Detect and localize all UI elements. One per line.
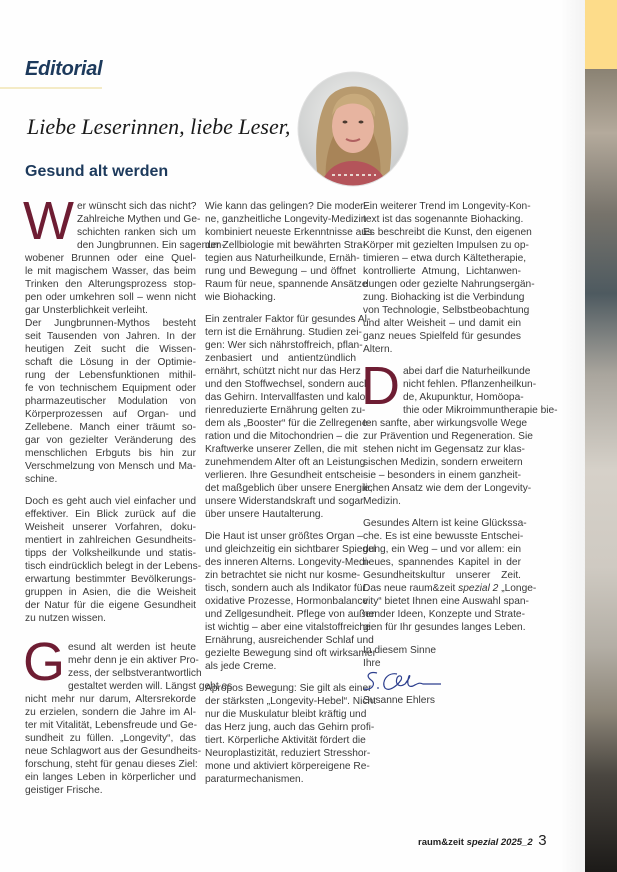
text-line: Ernährung, ausreichender Schlaf und [205, 635, 374, 646]
article-title: Gesund alt werden [25, 163, 169, 180]
text-line: Raum für neue, spannende Ansätze [205, 279, 368, 290]
author-name: Susanne Ehlers [363, 695, 435, 706]
text-line: wobener Brunnen oder eine Quel- [25, 253, 196, 264]
text-line: rung der Lebensfunktionen mithil- [25, 370, 196, 381]
text-column-2 [205, 200, 377, 786]
margin-color-strip [585, 0, 617, 69]
text-line: tegien aus Naturheilkunde, Ernäh- [205, 253, 360, 264]
text-line: pharmazeutischer Modulation von [25, 396, 196, 407]
text-line: neues, spannendes Kapitel in der [363, 557, 521, 568]
text-line: che. Es ist eine bewusste Entschei- [363, 531, 524, 542]
page-edge-shadow [560, 0, 585, 872]
text-line: tiert. Körperliche Aktivität fördert die [205, 735, 366, 746]
text-line: Körper mit gezielten Impulsen zu op- [363, 240, 529, 251]
text-line: nur die Muskulatur bleibt kräftig und [205, 709, 367, 720]
text-line: ter mit Vitalität, Lebensfreude und Ge- [25, 720, 197, 731]
text-line: verlieren. Ihre Gesundheit entschei- [205, 470, 367, 481]
text-line: mone und aktiviert körpereigene Re- [205, 761, 370, 772]
paragraph [23, 191, 225, 317]
text-line: Gesundheitskultur unserer Zeit. [363, 570, 521, 581]
text-line: sundheit zu füllen. „Longevity“, das [25, 733, 196, 744]
text-line: Ein zentraler Faktor für gesundes Al- [205, 314, 371, 325]
text-line: den Jungbrunnen. Ein sagenum- [76, 240, 225, 251]
text-line: timieren – etwa durch Kältetherapie, [363, 253, 527, 264]
text-line: thie oder Mikroimmuntherapie bie- [403, 405, 558, 416]
text-line: heutigen Zeit sucht die Wissen- [25, 344, 196, 355]
drop-cap: D [361, 356, 400, 416]
text-line: als jede Creme. [205, 661, 277, 672]
paragraph [363, 200, 535, 356]
text-line: tipps der Volksheilkunde und statis- [25, 548, 196, 559]
text-line: rienreduzierte Ernährung gelten zu- [205, 405, 366, 416]
text-line: gezielte Bewegung sind oft wirksamer [205, 648, 377, 659]
text-line: zess, der selbstverantwortlich [68, 668, 202, 679]
text-line: pen oder umkehren soll – wenn nicht [25, 292, 196, 303]
page-footer [418, 832, 547, 849]
text-line: wie Biohacking. [205, 292, 276, 303]
text-line: rung und Bewegung – und öffnet [205, 266, 356, 277]
text-line: gruppen in Asien, die die Weisheit [25, 587, 196, 598]
text-line: kontrollierte Atmung, Lichtanwen- [363, 266, 521, 277]
text-line: menschlichen Erbguts bis hin zur [25, 448, 196, 459]
text-line: Altern. [363, 344, 393, 355]
text-line: zu erzielen, sondern die Jahre im Al- [25, 707, 196, 718]
text-line: ne, ganzheitliche Longevity-Medizin [205, 214, 367, 225]
author-portrait [296, 71, 410, 187]
text-line: das Gehirn. Intervallfasten und kalo- [205, 392, 369, 403]
text-line: Apropos Bewegung: Sie gilt als einer [205, 683, 372, 694]
paragraph [361, 356, 558, 508]
text-line: dung, ein Weg – und vor allem: ein [363, 544, 521, 555]
text-line: gestaltet werden will. Längst geht es [68, 681, 233, 692]
text-column-3 [361, 200, 558, 707]
text-line: des inneren Alterns. Longevity-Medi- [205, 557, 371, 568]
text-line: ten sanfte, aber wirkungsvolle Wege [363, 418, 528, 429]
text-line: Ein weiterer Trend im Longevity-Kon- [363, 201, 531, 212]
text-line: zin betrachtet sie nicht nur kosme- [205, 570, 361, 581]
text-line: Medizin. [363, 496, 401, 507]
text-line: paraturmechanismen. [205, 774, 304, 785]
closing-line: In diesem Sinne [363, 645, 437, 656]
text-line: und Zellgesundheit. Pflege von außen [205, 609, 377, 620]
text-line: gien für Ihr gesundes langes Leben. [363, 622, 526, 633]
text-line: Die Haut ist unser größtes Organ – [205, 531, 363, 542]
text-line: fe von technischem Equipment oder [25, 383, 196, 394]
text-line: de, Akupunktur, Homöopa- [403, 392, 524, 403]
paragraph [205, 313, 373, 521]
text-line: seit Tausenden von Jahren. In der [25, 331, 196, 342]
text-line: gar Unsterblichkeit verleiht. [25, 305, 148, 316]
text-line: text ist das sogenannte Biohacking. [363, 214, 524, 225]
text-line: Neuroplastizität, reduziert Stresshor- [205, 748, 371, 759]
paragraph [363, 517, 537, 634]
section-title: Editorial [25, 58, 103, 80]
text-line: mehr denn je ein aktiver Pro- [68, 655, 199, 666]
text-line: Doch es geht auch viel einfacher und [25, 496, 196, 507]
text-line: zu nutzen wissen. [25, 613, 106, 624]
text-line: vity“ bietet Ihnen eine Auswahl span- [363, 596, 529, 607]
text-line: zur Prävention und Regeneration. Sie [363, 431, 533, 442]
footer-brand: raum&zeit [418, 837, 464, 848]
text-line: Wie kann das gelingen? Die moder- [205, 201, 367, 212]
footer-issue: spezial 2025_2 [466, 837, 533, 848]
text-line: und gleichzeitig ein sichtbarer Spiegel [205, 544, 377, 555]
text-line: der Zellbiologie mit bewährten Stra- [205, 240, 366, 251]
text-line: stehen nicht im Gegensatz zur klas- [363, 444, 525, 455]
section-title-rule [0, 87, 102, 89]
text-line: ganz neues Spielfeld für gesundes [363, 331, 521, 342]
drop-cap: W [23, 191, 74, 251]
text-line: dem als „Booster“ für die Zellregene- [205, 418, 371, 429]
text-line: nicht mehr nur darum, Altersrekorde [25, 694, 196, 705]
text-line: ein langes Leben in körperlicher und [25, 772, 196, 783]
text-line: Zahlreiche Mythen und Ge- [76, 214, 201, 225]
text-line [363, 582, 537, 595]
text-line: ration und die Mitochondrien – die [205, 431, 359, 442]
text-line: und alter Weisheit – und damit ein [363, 318, 521, 329]
closing-line: Ihre [363, 658, 381, 669]
text-line: forschung, steht für genau dieses Ziel: [25, 759, 198, 770]
text-line: mentiert in zahlreichen Gesundheits- [25, 535, 196, 546]
text-line: dungen oder gezielte Nahrungsergän- [363, 279, 535, 290]
text-line: der stärksten „Longevity-Hebel“. Nicht [205, 696, 376, 707]
text-line: Es beschreibt die Kunst, den eigenen [363, 227, 532, 238]
text-line: Gesundes Altern ist keine Glückssa- [363, 518, 527, 529]
text-line: zung. Biohacking ist die Verbindung [363, 292, 525, 303]
text-line: esund alt werden ist heute [68, 642, 196, 653]
paragraph [23, 632, 233, 797]
text-line: zunehmendem Alter oft an Leistung [205, 457, 366, 468]
paragraph [205, 682, 376, 786]
text-line: Trinken den Alterungsprozess stop- [25, 279, 196, 290]
text-line: unsere Widerstandskraft und sogar [205, 496, 364, 507]
text-line: geistiger Frische. [25, 785, 103, 796]
text-line: tisch, sondern auch als Indikator für [205, 583, 366, 594]
closing-block [363, 644, 521, 707]
margin-photo-strip [585, 69, 617, 872]
paragraph [25, 495, 202, 625]
text-line: Körperprozessen auf Organ- und [25, 409, 196, 420]
text-line: Zellebene. Manch einer träumt so- [25, 422, 196, 433]
text-line: effektiver. Ein Blick zurück auf die [25, 509, 196, 520]
text-line: Weisheit unserer Vorfahren, doku- [25, 522, 196, 533]
text-line: ernährt, schützt nicht nur das Herz [205, 366, 361, 377]
text-line: gen: Wer sich nährstoffreich, pflan- [205, 340, 363, 351]
text-line: Kraftwerke unserer Zellen, die mit [205, 444, 358, 455]
text-line: über unsere Hautalterung. [205, 509, 324, 520]
salutation: Liebe Leserinnen, liebe Leser, [27, 114, 291, 139]
author-signature [363, 670, 443, 694]
italic-text: spezial 2 [458, 583, 499, 594]
paragraph [25, 317, 196, 486]
text-line: das Herz jung, auch das Gehirn profi- [205, 722, 375, 733]
text-line: schine. [25, 474, 58, 485]
text-line: nender Ideen, Konzepte und Strate- [363, 609, 525, 620]
text-line: und den Stoffwechsel, sondern auch [205, 379, 370, 390]
text-line: er wünscht sich das nicht? [76, 201, 197, 212]
text-line: Verschmelzung von Mensch und Ma- [25, 461, 196, 472]
drop-cap: G [23, 632, 66, 692]
text-segment: „Longe- [498, 583, 537, 594]
text-line: von Technologie, Selbstbeobachtung [363, 305, 530, 316]
text-line: neue Schlagwort aus der Gesundheits- [25, 746, 202, 757]
text-line: abei darf die Naturheilkunde [403, 366, 531, 377]
text-line: tern ist die Ernährung. Studien zei- [205, 327, 362, 338]
text-column-1 [23, 191, 233, 797]
text-line: erwartung bestimmter Bevölkerungs- [25, 574, 196, 585]
text-line: schichten ranken sich um [76, 227, 196, 238]
text-segment: Das neue raum&zeit [363, 583, 459, 594]
text-line: le mit magischem Wasser, das beim [25, 266, 196, 277]
text-line: zenbasiert und antientzündlich [205, 353, 356, 364]
text-line: ist wichtig – aber eine vitalstoffreiche [205, 622, 371, 633]
text-line: oxidative Prozesse, Hormonbalance [205, 596, 369, 607]
text-line: der Natur für die eigene Gesundheit [25, 600, 196, 611]
text-line: sie – besonders in einem ganzheit- [363, 470, 522, 481]
page-number: 3 [538, 832, 547, 849]
text-line: kombiniert neueste Erkenntnisse aus [205, 227, 373, 238]
text-line: gar von gezielter Veränderung des [25, 435, 196, 446]
text-line: lichen Ansatz wie dem der Longevity- [363, 483, 532, 494]
text-line: nicht fehlen. Pflanzenheilkun- [403, 379, 537, 390]
text-line: det maßgeblich über unsere Energie, [205, 483, 373, 494]
text-line: Der Jungbrunnen-Mythos besteht [25, 318, 196, 329]
text-line: sischen Medizin, sondern erweitern [363, 457, 523, 468]
text-line: tisch eindrücklich belegt in der Lebens- [25, 561, 202, 572]
text-line: schaft die Lösung in der Optimie- [25, 357, 196, 368]
paragraph [205, 200, 373, 304]
